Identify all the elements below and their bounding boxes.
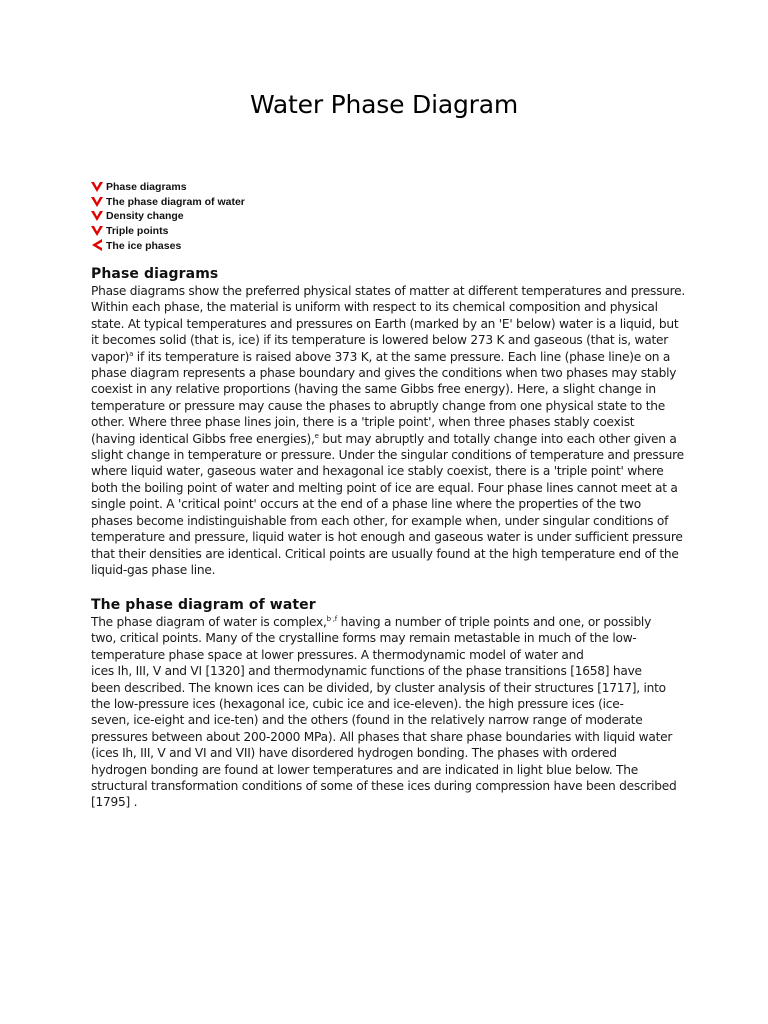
- section-water-diagram: [91, 597, 681, 811]
- paragraph-line: the low-pressure ices (hexagonal ice, cubic ice and ice-eleven). the high pressure ices (ice-: [91, 697, 624, 712]
- paragraph-line: [1795] .: [91, 795, 138, 810]
- section-heading: Phase diagrams: [91, 266, 219, 282]
- paragraph-line: seven, ice-eight and ice-ten) and the others (found in the relatively narrow range of moderate: [91, 713, 643, 728]
- chevron-down-icon: [90, 224, 104, 238]
- paragraph-line: (having identical Gibbs free energies),$^e$ but may abruptly and totally change into each other given a: [91, 431, 677, 446]
- paragraph-line: it becomes solid (that is, ice) if its temperature is lowered below 273 K and gaseous (that is, water: [91, 333, 668, 348]
- paragraph-line: The phase diagram of water is complex,$^{b ,f}$ having a number of triple points and one, or possibly: [91, 615, 652, 629]
- paragraph-line: other. Where three phase lines join, there is a 'triple point', when three phases stably coexist: [91, 415, 635, 430]
- toc-label: Triple points: [106, 224, 169, 237]
- chevron-down-icon: [90, 209, 104, 223]
- section-paragraph: [91, 614, 681, 811]
- paragraph-line: temperature phase space at lower pressures. A thermodynamic model of water and: [91, 647, 584, 662]
- section-heading: The phase diagram of water: [91, 597, 316, 613]
- paragraph-line: been described. The known ices can be divided, by cluster analysis of their structures [1717], into: [91, 680, 666, 695]
- paragraph-line: two, critical points. Many of the crystalline forms may remain metastable in much of the low-: [91, 631, 637, 646]
- toc-label: Phase diagrams: [106, 181, 187, 194]
- paragraph-line: Phase diagrams show the preferred physical states of matter at different temperatures and pressure.: [91, 284, 686, 298]
- paragraph-line: phases become indistinguishable from each other, for example when, under singular conditions of: [91, 513, 669, 528]
- paragraph-line: temperature or pressure may cause the phases to abruptly change from one physical state to the: [91, 398, 666, 413]
- toc-item-ice-phases[interactable]: [90, 238, 245, 253]
- paragraph-line: slight change in temperature or pressure. Under the singular conditions of temperature and pressure: [91, 448, 684, 463]
- section-phase-diagrams: [91, 266, 686, 578]
- paragraph-line: where liquid water, gaseous water and hexagonal ice stably coexist, there is a 'triple point' where: [91, 464, 664, 479]
- chevron-down-icon: [90, 180, 104, 194]
- paragraph-line: temperature and pressure, liquid water is hot enough and gaseous water is under sufficient pressure: [91, 530, 683, 545]
- paragraph-line: both the boiling point of water and melting point of ice are equal. Four phase lines cannot meet at a: [91, 480, 678, 495]
- paragraph-line: vapor)$^a$ if its temperature is raised above 373 K, at the same pressure. Each line (phase line)e on a: [91, 349, 671, 364]
- paragraph-line: phase diagram represents a phase boundary and gives the conditions when two phases may stably: [91, 366, 677, 381]
- paragraph-line: state. At typical temperatures and pressures on Earth (marked by an 'E' below) water is a liquid, but: [91, 316, 679, 331]
- paragraph-line: coexist in any relative proportions (having the same Gibbs free energy). Here, a slight change in: [91, 382, 656, 397]
- toc-item-water-diagram[interactable]: [90, 195, 245, 210]
- paragraph-line: that their densities are identical. Critical points are usually found at the high temperature end of the: [91, 546, 679, 561]
- toc-item-triple-points[interactable]: [90, 224, 245, 239]
- paragraph-line: ices Ih, III, V and VI [1320] and thermodynamic functions of the phase transitions [1658] have: [91, 664, 642, 679]
- chevron-down-icon: [90, 195, 104, 209]
- toc-label: The phase diagram of water: [106, 195, 245, 208]
- toc-label: Density change: [106, 210, 184, 223]
- paragraph-line: liquid-gas phase line.: [91, 562, 216, 577]
- toc-item-phase-diagrams[interactable]: [90, 180, 245, 195]
- toc-item-density-change[interactable]: [90, 209, 245, 224]
- paragraph-line: single point. A 'critical point' occurs at the end of a phase line where the properties of the two: [91, 497, 641, 512]
- toc-label: The ice phases: [106, 240, 182, 253]
- paragraph-line: structural transformation conditions of some of these ices during compression have been described: [91, 779, 677, 794]
- paragraph-line: hydrogen bonding are found at lower temperatures and are indicated in light blue below. The: [91, 762, 638, 777]
- paragraph-line: pressures between about 200-2000 MPa). All phases that share phase boundaries with liquid water: [91, 729, 673, 744]
- chevron-left-icon: [90, 238, 104, 252]
- paragraph-line: Within each phase, the material is uniform with respect to its chemical composition and physical: [91, 300, 658, 315]
- page-title: Water Phase Diagram: [250, 90, 518, 119]
- section-paragraph: [91, 283, 686, 578]
- table-of-contents: [90, 180, 245, 253]
- paragraph-line: (ices Ih, III, V and VI and VII) have disordered hydrogen bonding. The phases with ordered: [91, 746, 617, 761]
